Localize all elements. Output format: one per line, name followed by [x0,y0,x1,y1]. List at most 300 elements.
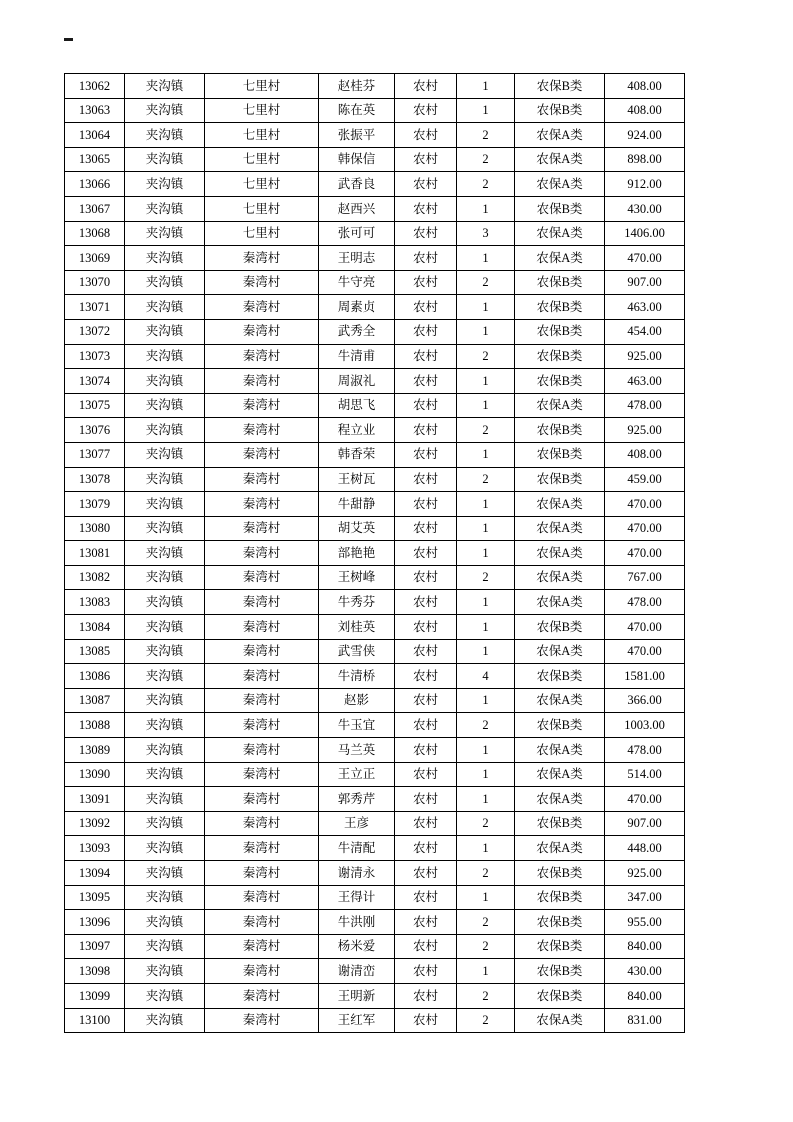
cell-town: 夹沟镇 [125,442,205,467]
cell-person-name: 牛玉宜 [319,713,395,738]
cell-person-name: 武秀全 [319,319,395,344]
cell-person-count: 1 [457,98,515,123]
cell-insurance-type: 农保B类 [515,713,605,738]
cell-amount: 470.00 [605,246,685,271]
cell-town: 夹沟镇 [125,516,205,541]
cell-insurance-type: 农保B类 [515,467,605,492]
table-row [65,836,685,861]
table-row [65,393,685,418]
page-top-artifact [64,38,73,41]
cell-person-count: 1 [457,959,515,984]
cell-residence-type: 农村 [395,98,457,123]
cell-id: 13092 [65,811,125,836]
cell-town: 夹沟镇 [125,688,205,713]
cell-person-name: 张振平 [319,123,395,148]
cell-amount: 478.00 [605,393,685,418]
cell-insurance-type: 农保B类 [515,934,605,959]
cell-town: 夹沟镇 [125,738,205,763]
cell-town: 夹沟镇 [125,762,205,787]
cell-id: 13073 [65,344,125,369]
cell-person-name: 赵影 [319,688,395,713]
cell-person-name: 陈在英 [319,98,395,123]
cell-person-name: 牛甜静 [319,492,395,517]
cell-person-count: 2 [457,910,515,935]
cell-amount: 478.00 [605,738,685,763]
cell-person-name: 武雪侠 [319,639,395,664]
cell-residence-type: 农村 [395,516,457,541]
cell-amount: 925.00 [605,418,685,443]
cell-person-count: 2 [457,934,515,959]
cell-amount: 463.00 [605,295,685,320]
cell-insurance-type: 农保B类 [515,885,605,910]
cell-amount: 912.00 [605,172,685,197]
cell-town: 夹沟镇 [125,787,205,812]
cell-town: 夹沟镇 [125,74,205,99]
table-row [65,738,685,763]
cell-village: 七里村 [205,147,319,172]
table-row [65,541,685,566]
cell-residence-type: 农村 [395,1008,457,1033]
cell-person-count: 2 [457,344,515,369]
cell-person-count: 1 [457,196,515,221]
cell-insurance-type: 农保A类 [515,836,605,861]
cell-town: 夹沟镇 [125,221,205,246]
cell-village: 秦湾村 [205,983,319,1008]
cell-village: 秦湾村 [205,787,319,812]
cell-person-name: 赵西兴 [319,196,395,221]
table-row [65,344,685,369]
cell-insurance-type: 农保A类 [515,787,605,812]
cell-village: 秦湾村 [205,344,319,369]
cell-person-name: 武香良 [319,172,395,197]
cell-person-name: 张可可 [319,221,395,246]
cell-person-name: 刘桂英 [319,615,395,640]
cell-id: 13100 [65,1008,125,1033]
cell-amount: 925.00 [605,344,685,369]
cell-village: 秦湾村 [205,934,319,959]
cell-person-count: 1 [457,295,515,320]
cell-amount: 470.00 [605,787,685,812]
cell-town: 夹沟镇 [125,934,205,959]
cell-insurance-type: 农保A类 [515,172,605,197]
cell-town: 夹沟镇 [125,270,205,295]
cell-village: 秦湾村 [205,418,319,443]
cell-village: 秦湾村 [205,516,319,541]
cell-amount: 470.00 [605,541,685,566]
cell-amount: 831.00 [605,1008,685,1033]
table-row [65,787,685,812]
cell-amount: 463.00 [605,369,685,394]
cell-person-count: 2 [457,172,515,197]
cell-village: 秦湾村 [205,836,319,861]
cell-id: 13077 [65,442,125,467]
table-row [65,762,685,787]
cell-person-count: 2 [457,565,515,590]
cell-person-count: 4 [457,664,515,689]
table-row [65,418,685,443]
table-row [65,467,685,492]
cell-person-name: 王彦 [319,811,395,836]
cell-id: 13084 [65,615,125,640]
cell-residence-type: 农村 [395,885,457,910]
cell-village: 秦湾村 [205,295,319,320]
cell-person-name: 韩香荣 [319,442,395,467]
cell-amount: 459.00 [605,467,685,492]
table-row [65,492,685,517]
cell-person-name: 王得计 [319,885,395,910]
cell-town: 夹沟镇 [125,1008,205,1033]
table-row [65,1008,685,1033]
cell-person-count: 2 [457,983,515,1008]
cell-person-count: 1 [457,442,515,467]
table-row [65,590,685,615]
cell-village: 秦湾村 [205,885,319,910]
cell-person-name: 部艳艳 [319,541,395,566]
cell-village: 秦湾村 [205,565,319,590]
cell-town: 夹沟镇 [125,590,205,615]
table-row [65,221,685,246]
cell-id: 13063 [65,98,125,123]
cell-person-name: 郭秀芹 [319,787,395,812]
cell-person-count: 1 [457,787,515,812]
cell-amount: 366.00 [605,688,685,713]
cell-insurance-type: 农保B类 [515,418,605,443]
cell-residence-type: 农村 [395,270,457,295]
cell-town: 夹沟镇 [125,713,205,738]
cell-amount: 767.00 [605,565,685,590]
cell-residence-type: 农村 [395,295,457,320]
cell-insurance-type: 农保B类 [515,811,605,836]
table-row [65,516,685,541]
cell-residence-type: 农村 [395,442,457,467]
cell-town: 夹沟镇 [125,393,205,418]
cell-person-name: 王树瓦 [319,467,395,492]
cell-person-count: 1 [457,885,515,910]
cell-person-name: 牛洪刚 [319,910,395,935]
table-row [65,246,685,271]
table-body [65,74,685,1033]
cell-residence-type: 农村 [395,147,457,172]
cell-village: 秦湾村 [205,393,319,418]
cell-person-count: 1 [457,762,515,787]
cell-amount: 925.00 [605,861,685,886]
cell-residence-type: 农村 [395,811,457,836]
cell-id: 13080 [65,516,125,541]
cell-id: 13088 [65,713,125,738]
cell-id: 13069 [65,246,125,271]
cell-id: 13093 [65,836,125,861]
cell-amount: 1406.00 [605,221,685,246]
cell-residence-type: 农村 [395,74,457,99]
cell-person-name: 王红军 [319,1008,395,1033]
cell-id: 13094 [65,861,125,886]
cell-residence-type: 农村 [395,123,457,148]
cell-village: 秦湾村 [205,1008,319,1033]
table-row [65,861,685,886]
table-row [65,319,685,344]
cell-town: 夹沟镇 [125,910,205,935]
cell-village: 秦湾村 [205,910,319,935]
cell-person-count: 2 [457,861,515,886]
cell-town: 夹沟镇 [125,885,205,910]
cell-insurance-type: 农保B类 [515,344,605,369]
cell-residence-type: 农村 [395,369,457,394]
cell-id: 13070 [65,270,125,295]
cell-person-name: 谢清峦 [319,959,395,984]
cell-town: 夹沟镇 [125,639,205,664]
table-row [65,885,685,910]
cell-amount: 347.00 [605,885,685,910]
cell-person-count: 2 [457,270,515,295]
table-row [65,664,685,689]
table-row [65,615,685,640]
cell-amount: 840.00 [605,934,685,959]
cell-village: 秦湾村 [205,590,319,615]
cell-town: 夹沟镇 [125,492,205,517]
cell-id: 13091 [65,787,125,812]
cell-insurance-type: 农保B类 [515,442,605,467]
cell-residence-type: 农村 [395,541,457,566]
cell-village: 七里村 [205,172,319,197]
cell-residence-type: 农村 [395,196,457,221]
cell-person-count: 2 [457,811,515,836]
cell-village: 秦湾村 [205,959,319,984]
cell-id: 13072 [65,319,125,344]
cell-person-count: 1 [457,836,515,861]
cell-residence-type: 农村 [395,688,457,713]
cell-amount: 1003.00 [605,713,685,738]
cell-person-name: 赵桂芬 [319,74,395,99]
cell-insurance-type: 农保B类 [515,98,605,123]
cell-person-count: 1 [457,738,515,763]
table-row [65,369,685,394]
cell-id: 13064 [65,123,125,148]
cell-residence-type: 农村 [395,393,457,418]
cell-insurance-type: 农保A类 [515,565,605,590]
cell-id: 13087 [65,688,125,713]
cell-amount: 1581.00 [605,664,685,689]
cell-residence-type: 农村 [395,713,457,738]
cell-person-count: 1 [457,319,515,344]
cell-village: 秦湾村 [205,664,319,689]
cell-person-count: 1 [457,74,515,99]
cell-town: 夹沟镇 [125,983,205,1008]
cell-insurance-type: 农保A类 [515,688,605,713]
cell-insurance-type: 农保A类 [515,221,605,246]
table-row [65,811,685,836]
cell-id: 13076 [65,418,125,443]
cell-insurance-type: 农保A类 [515,147,605,172]
cell-person-count: 1 [457,639,515,664]
cell-person-count: 1 [457,393,515,418]
cell-insurance-type: 农保B类 [515,910,605,935]
cell-town: 夹沟镇 [125,295,205,320]
table-row [65,565,685,590]
table-row [65,713,685,738]
cell-id: 13086 [65,664,125,689]
cell-person-count: 2 [457,123,515,148]
cell-residence-type: 农村 [395,910,457,935]
cell-town: 夹沟镇 [125,319,205,344]
cell-village: 秦湾村 [205,541,319,566]
cell-person-count: 1 [457,590,515,615]
cell-town: 夹沟镇 [125,861,205,886]
cell-amount: 924.00 [605,123,685,148]
cell-residence-type: 农村 [395,221,457,246]
cell-residence-type: 农村 [395,861,457,886]
cell-town: 夹沟镇 [125,811,205,836]
cell-residence-type: 农村 [395,615,457,640]
cell-person-count: 2 [457,418,515,443]
table-row [65,123,685,148]
cell-person-count: 1 [457,369,515,394]
cell-insurance-type: 农保B类 [515,983,605,1008]
cell-insurance-type: 农保B类 [515,664,605,689]
cell-person-name: 谢清永 [319,861,395,886]
cell-id: 13099 [65,983,125,1008]
cell-person-count: 1 [457,246,515,271]
table-row [65,74,685,99]
cell-village: 七里村 [205,196,319,221]
cell-insurance-type: 农保A类 [515,762,605,787]
cell-insurance-type: 农保B类 [515,861,605,886]
cell-insurance-type: 农保A类 [515,516,605,541]
cell-person-name: 牛秀芬 [319,590,395,615]
cell-village: 七里村 [205,98,319,123]
cell-residence-type: 农村 [395,590,457,615]
cell-person-name: 杨米爱 [319,934,395,959]
cell-village: 七里村 [205,221,319,246]
cell-town: 夹沟镇 [125,147,205,172]
cell-person-count: 1 [457,541,515,566]
cell-village: 秦湾村 [205,492,319,517]
cell-residence-type: 农村 [395,319,457,344]
cell-person-name: 王明志 [319,246,395,271]
cell-amount: 408.00 [605,74,685,99]
table-row [65,172,685,197]
cell-village: 秦湾村 [205,762,319,787]
table-row [65,295,685,320]
cell-person-name: 程立业 [319,418,395,443]
cell-residence-type: 农村 [395,418,457,443]
cell-person-count: 2 [457,147,515,172]
cell-id: 13071 [65,295,125,320]
cell-id: 13098 [65,959,125,984]
cell-person-name: 王树峰 [319,565,395,590]
cell-residence-type: 农村 [395,959,457,984]
cell-amount: 470.00 [605,639,685,664]
cell-village: 秦湾村 [205,713,319,738]
cell-person-name: 牛清配 [319,836,395,861]
cell-insurance-type: 农保A类 [515,393,605,418]
cell-town: 夹沟镇 [125,172,205,197]
table-row [65,196,685,221]
cell-insurance-type: 农保B类 [515,959,605,984]
cell-town: 夹沟镇 [125,664,205,689]
cell-village: 秦湾村 [205,369,319,394]
cell-person-name: 王明新 [319,983,395,1008]
cell-town: 夹沟镇 [125,123,205,148]
cell-id: 13078 [65,467,125,492]
table-row [65,959,685,984]
cell-village: 秦湾村 [205,442,319,467]
cell-amount: 907.00 [605,270,685,295]
cell-residence-type: 农村 [395,565,457,590]
cell-person-name: 韩保信 [319,147,395,172]
cell-amount: 470.00 [605,516,685,541]
cell-id: 13068 [65,221,125,246]
cell-amount: 454.00 [605,319,685,344]
cell-person-count: 1 [457,688,515,713]
cell-village: 七里村 [205,74,319,99]
cell-id: 13095 [65,885,125,910]
table-row [65,688,685,713]
cell-id: 13075 [65,393,125,418]
cell-residence-type: 农村 [395,934,457,959]
cell-insurance-type: 农保A类 [515,492,605,517]
cell-residence-type: 农村 [395,172,457,197]
cell-insurance-type: 农保B类 [515,295,605,320]
cell-residence-type: 农村 [395,983,457,1008]
table-row [65,639,685,664]
cell-person-name: 胡艾英 [319,516,395,541]
table-row [65,934,685,959]
cell-town: 夹沟镇 [125,467,205,492]
cell-id: 13065 [65,147,125,172]
cell-id: 13085 [65,639,125,664]
cell-id: 13089 [65,738,125,763]
cell-town: 夹沟镇 [125,615,205,640]
cell-amount: 907.00 [605,811,685,836]
cell-person-count: 2 [457,713,515,738]
cell-village: 秦湾村 [205,467,319,492]
cell-town: 夹沟镇 [125,196,205,221]
cell-person-name: 牛清甫 [319,344,395,369]
cell-town: 夹沟镇 [125,836,205,861]
cell-amount: 840.00 [605,983,685,1008]
cell-id: 13096 [65,910,125,935]
cell-amount: 430.00 [605,196,685,221]
cell-amount: 408.00 [605,98,685,123]
cell-id: 13081 [65,541,125,566]
table-row [65,442,685,467]
cell-residence-type: 农村 [395,246,457,271]
cell-id: 13074 [65,369,125,394]
cell-id: 13097 [65,934,125,959]
cell-person-name: 周淑礼 [319,369,395,394]
cell-person-count: 1 [457,615,515,640]
table-row [65,983,685,1008]
table-row [65,270,685,295]
cell-village: 秦湾村 [205,738,319,763]
cell-person-name: 周素贞 [319,295,395,320]
cell-residence-type: 农村 [395,344,457,369]
cell-amount: 448.00 [605,836,685,861]
cell-village: 秦湾村 [205,270,319,295]
cell-person-count: 2 [457,467,515,492]
cell-insurance-type: 农保A类 [515,738,605,763]
cell-residence-type: 农村 [395,492,457,517]
cell-town: 夹沟镇 [125,565,205,590]
cell-amount: 430.00 [605,959,685,984]
cell-person-name: 王立正 [319,762,395,787]
cell-village: 秦湾村 [205,246,319,271]
cell-insurance-type: 农保B类 [515,196,605,221]
cell-village: 秦湾村 [205,688,319,713]
cell-village: 秦湾村 [205,861,319,886]
table-row [65,98,685,123]
beneficiary-table [64,73,685,1033]
